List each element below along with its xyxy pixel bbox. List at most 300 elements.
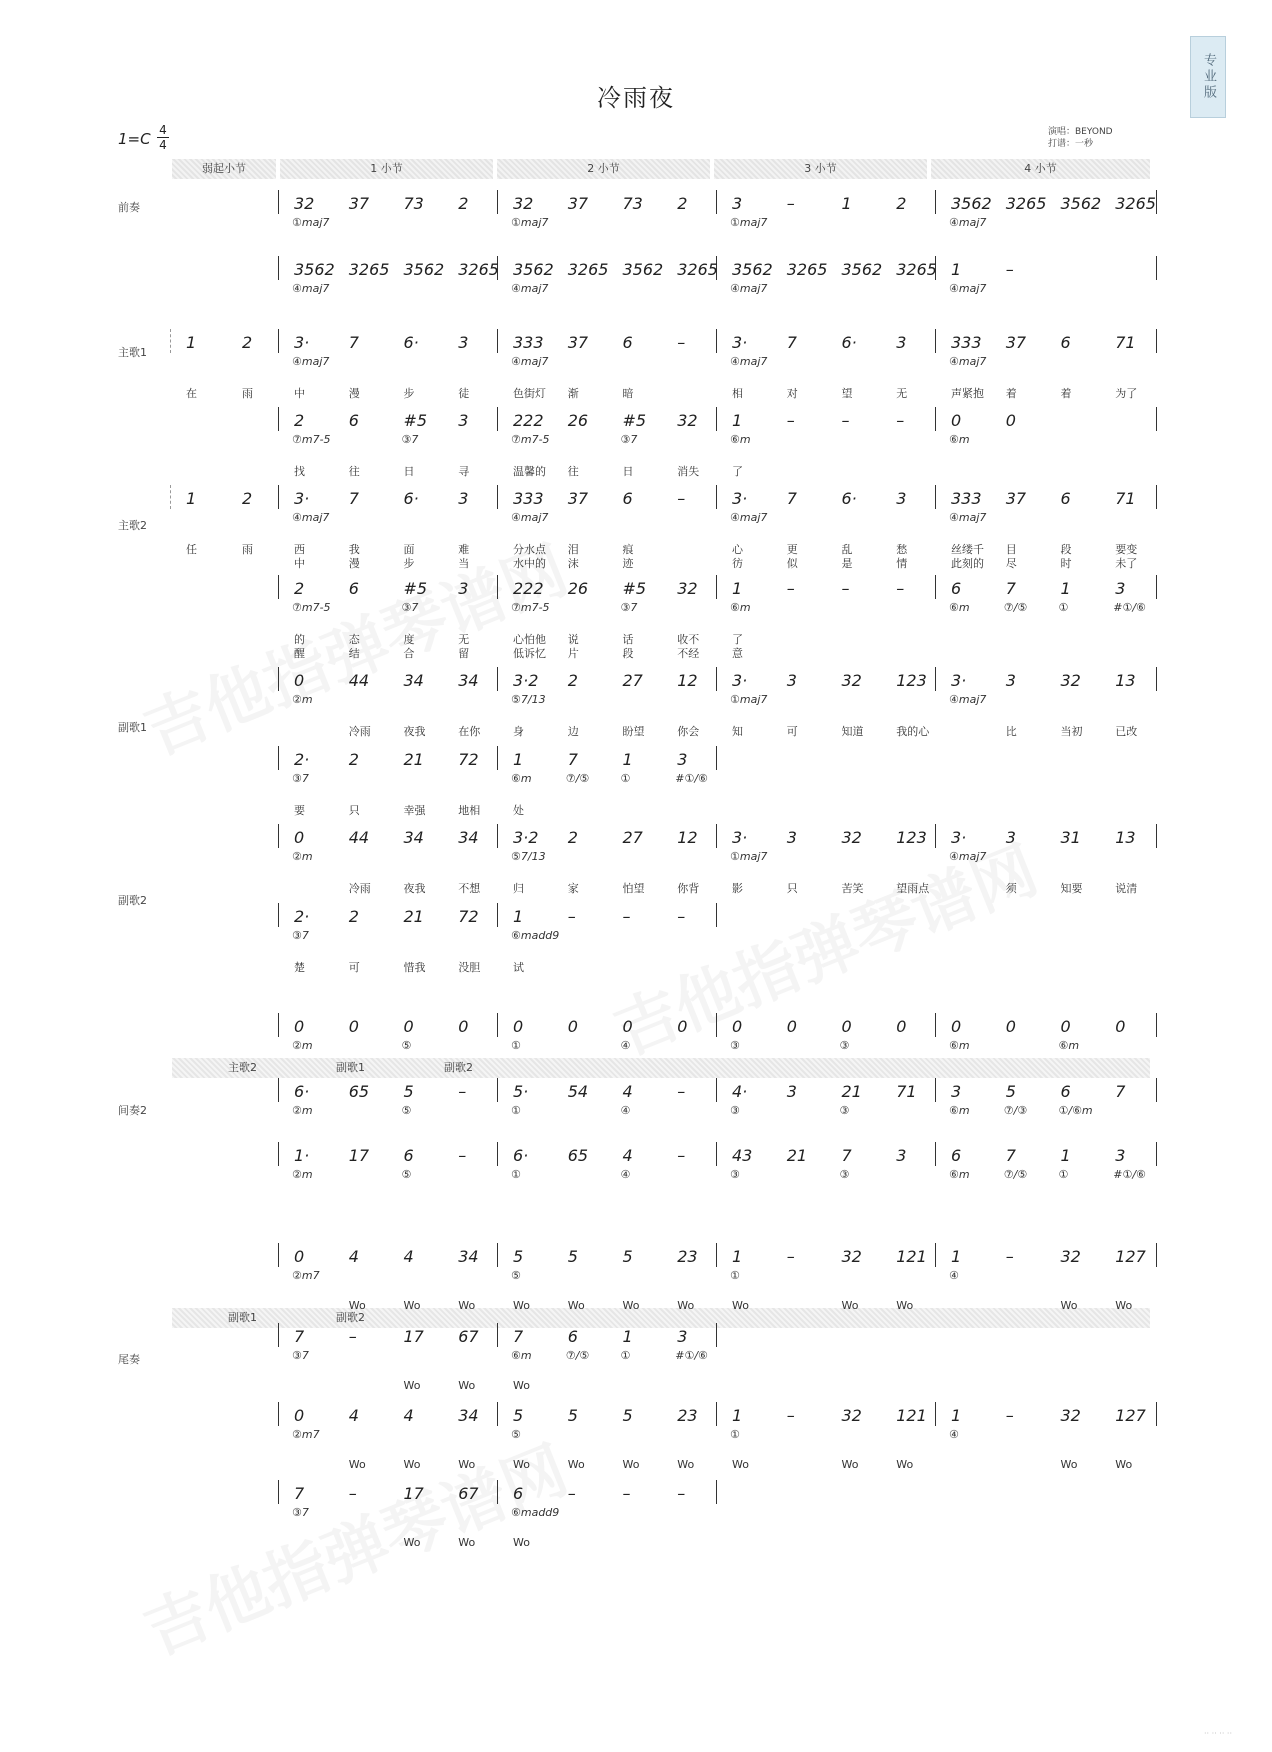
note: 13 <box>1115 671 1136 691</box>
lyric: 话 <box>622 633 634 647</box>
measure-header-bar <box>172 159 1150 179</box>
note: 3265 <box>896 259 937 279</box>
note: 123 <box>896 671 927 691</box>
note: 2 <box>567 671 578 691</box>
note: 65 <box>348 1081 370 1101</box>
note: 7 <box>513 1327 524 1347</box>
note: 1· <box>294 1146 310 1166</box>
lyric: Wo <box>1115 1457 1133 1471</box>
chord-symbol: ① <box>730 1269 740 1283</box>
bar-line <box>278 190 279 214</box>
note: 2 <box>677 194 688 214</box>
lyric-second-line: 中 <box>294 557 305 571</box>
chord-symbol: ⑥madd9 <box>511 1505 560 1519</box>
chord-symbol: ① <box>620 1349 631 1363</box>
note: 5 <box>622 1405 633 1425</box>
note: 6· <box>403 332 419 352</box>
note: 72 <box>458 907 479 926</box>
lyric-second-line: 漫 <box>348 557 360 571</box>
note: 4 <box>348 1247 359 1267</box>
bar-line <box>278 824 279 848</box>
note: – <box>786 411 795 431</box>
lyric: 了 <box>732 465 743 479</box>
note: – <box>348 1327 357 1347</box>
lyric: 夜我 <box>403 881 426 895</box>
chord-symbol: ⑥m <box>949 1038 970 1052</box>
lyric: 泪 <box>567 543 579 557</box>
note: 0 <box>294 1405 305 1425</box>
lyric: 处 <box>513 803 524 817</box>
time-signature <box>157 124 169 151</box>
note: 0 <box>348 1016 359 1036</box>
bar-line <box>497 903 498 927</box>
lyric: 段 <box>1060 543 1072 557</box>
note: 0 <box>677 1016 688 1036</box>
note: 5 <box>513 1405 524 1425</box>
lyric-second-line: 情 <box>896 557 908 571</box>
bar-line <box>935 667 936 691</box>
lyric: 家 <box>567 881 579 895</box>
note: 6 <box>513 1483 524 1503</box>
time-signature-top: 4 <box>159 123 167 137</box>
bar-line <box>1156 1402 1157 1426</box>
chord-symbol: ④maj7 <box>949 849 987 863</box>
note: 3265 <box>458 259 499 279</box>
note: 6 <box>1060 1081 1071 1101</box>
note: 37 <box>567 194 589 214</box>
note: 34 <box>403 827 424 847</box>
lyric: 惜我 <box>403 961 426 974</box>
lyric: Wo <box>622 1299 640 1313</box>
note: 3562 <box>841 259 883 279</box>
note: 17 <box>403 1483 424 1503</box>
note: 3562 <box>513 259 554 279</box>
note: 333 <box>951 332 982 352</box>
note: 26 <box>567 411 589 431</box>
lyric: 难 <box>458 543 470 557</box>
lyric: Wo <box>567 1299 585 1313</box>
lyric: 往 <box>348 465 360 479</box>
lyric: 无 <box>896 386 908 400</box>
bar-line <box>1156 256 1157 280</box>
bar-line <box>935 1078 936 1102</box>
chord-symbol: ⑥m <box>949 1103 970 1117</box>
lyric: 盼望 <box>622 725 645 739</box>
section-label-verse2: 主歌2 <box>118 519 147 532</box>
note: 3562 <box>294 259 335 279</box>
note: 6 <box>622 332 633 352</box>
bar-line <box>497 329 498 353</box>
note: 5 <box>567 1247 578 1267</box>
bar-line <box>1156 1243 1157 1267</box>
lyric: 地相 <box>458 803 481 817</box>
note: #5 <box>403 579 428 599</box>
lyric: 相 <box>732 386 743 400</box>
lyric: Wo <box>458 1299 476 1313</box>
chord-symbol: ③7 <box>620 433 638 447</box>
chord-symbol: ⑥madd9 <box>511 929 560 942</box>
note: 3265 <box>786 259 828 279</box>
chord-symbol: ④ <box>620 1038 631 1052</box>
lyric: 影 <box>732 881 743 895</box>
note: 1 <box>622 1327 633 1347</box>
chord-symbol: ⑥m <box>511 771 532 785</box>
lyric: Wo <box>458 1535 476 1549</box>
lyric: 冷雨 <box>348 725 371 739</box>
lyric: 归 <box>513 881 524 895</box>
chord-symbol: ③ <box>730 1168 740 1182</box>
lyric: 日 <box>403 465 415 479</box>
note: – <box>786 579 795 599</box>
note: 6 <box>1060 489 1071 509</box>
bar-line <box>716 190 717 214</box>
header-measure-2: 2 小节 <box>497 159 710 179</box>
note: 127 <box>1115 1405 1146 1425</box>
note: – <box>677 1146 686 1166</box>
note: 4 <box>622 1146 633 1166</box>
chord-symbol: ④maj7 <box>949 281 987 295</box>
lyric: 可 <box>786 725 798 739</box>
chord-symbol: ⑤ <box>401 1168 412 1182</box>
note: 67 <box>458 1483 479 1503</box>
lyric: 夜我 <box>403 725 426 739</box>
note: 5 <box>513 1247 524 1267</box>
lyric: 无 <box>458 633 470 647</box>
note: 21 <box>403 907 424 926</box>
chord-symbol: ⑦/⑤ <box>1003 601 1028 615</box>
note: 0 <box>1005 411 1016 431</box>
note: 3 <box>1115 579 1126 599</box>
bar-line <box>278 667 279 691</box>
lyric-second-line: 醒 <box>294 647 305 661</box>
section-label-interlude: 间奏2 <box>118 1104 147 1117</box>
chord-symbol: ① <box>511 1168 521 1182</box>
note: 0 <box>403 1016 414 1036</box>
lyric: 望雨点 <box>896 881 930 895</box>
section-separator-2 <box>172 1308 1150 1328</box>
lyric: Wo <box>1060 1299 1078 1313</box>
chord-symbol: ③7 <box>292 1505 309 1519</box>
lyric: 苦笑 <box>841 881 864 895</box>
lyric: 比 <box>1005 725 1017 739</box>
note: #5 <box>622 411 647 431</box>
chord-symbol: ⑥m <box>730 601 751 615</box>
note: 1 <box>622 749 633 769</box>
note: 3 <box>786 671 797 691</box>
note: 1 <box>951 1405 962 1425</box>
lyric-second-line: 不经 <box>677 647 700 661</box>
note: 21 <box>841 1081 862 1101</box>
bar-line <box>1156 190 1157 214</box>
lyric: Wo <box>732 1457 749 1471</box>
note: 3 <box>732 194 743 214</box>
note: 7 <box>1115 1081 1126 1101</box>
lyric: Wo <box>841 1299 859 1313</box>
note: 3562 <box>1060 194 1102 214</box>
note: 3 <box>1005 827 1016 847</box>
note: 1 <box>732 579 743 599</box>
lyric: 边 <box>567 725 579 739</box>
note: 333 <box>513 332 544 352</box>
bar-line <box>278 1142 279 1166</box>
lyric: 心 <box>732 543 743 557</box>
note: 6· <box>294 1081 310 1101</box>
chord-symbol: ⑦m7-5 <box>292 601 331 615</box>
note: 6 <box>403 1146 414 1166</box>
note: 2 <box>348 749 359 769</box>
lyric: 只 <box>786 881 798 895</box>
lyric: 往 <box>567 465 579 479</box>
note: 333 <box>951 489 982 509</box>
pickup-note: 1 <box>186 489 197 509</box>
lyric: 暗 <box>622 386 634 400</box>
note: 1 <box>1060 1146 1071 1166</box>
section-label-chorus2: 副歌2 <box>118 894 147 907</box>
note: 3562 <box>403 259 445 279</box>
note: – <box>896 579 905 599</box>
lyric: Wo <box>841 1457 859 1471</box>
note: 73 <box>403 194 424 214</box>
note: – <box>348 1483 357 1503</box>
chord-symbol: ⑤ <box>401 1103 412 1117</box>
lyric: 在你 <box>458 725 481 739</box>
note: 34 <box>458 1405 479 1425</box>
lyric: 态 <box>348 633 360 647</box>
lyric: 的 <box>294 633 305 647</box>
lyric: 可 <box>348 961 360 974</box>
bar-line <box>935 575 936 599</box>
chord-symbol: ① <box>511 1103 521 1117</box>
bar-line <box>497 190 498 214</box>
chord-symbol: ④maj7 <box>292 354 330 368</box>
bar-line <box>716 746 717 770</box>
lyric: 只 <box>348 803 360 817</box>
note: 32 <box>677 579 698 599</box>
bar-line <box>716 1142 717 1166</box>
note: 2 <box>294 579 305 599</box>
note: 37 <box>567 332 589 352</box>
note: 3562 <box>951 194 992 214</box>
lyric: Wo <box>677 1299 695 1313</box>
section-label-outro: 尾奏 <box>118 1353 140 1366</box>
note: 123 <box>896 827 927 847</box>
lyric: Wo <box>348 1299 366 1313</box>
note: – <box>622 1483 631 1503</box>
lyric: 知道 <box>841 725 864 739</box>
lyric: Wo <box>403 1299 421 1313</box>
singer-credit: 演唱：BEYOND <box>1048 127 1113 137</box>
bar-line <box>716 485 717 509</box>
note: 32 <box>841 671 862 691</box>
lyric: 说清 <box>1115 881 1138 895</box>
chord-symbol: ③7 <box>292 1349 309 1363</box>
lyric: 我 <box>348 543 360 557</box>
chord-symbol: ⑦m7-5 <box>511 433 550 447</box>
chord-symbol: ③ <box>839 1038 850 1052</box>
note: 1 <box>732 1247 743 1267</box>
note: 6 <box>951 1146 962 1166</box>
lyric: 寻 <box>458 465 470 479</box>
note: 3· <box>732 489 748 509</box>
note: 2 <box>458 194 469 214</box>
lyric-second-line: 时 <box>1060 557 1072 571</box>
pickup-lyric: 雨 <box>242 543 253 557</box>
bar-line <box>716 1402 717 1426</box>
note: 1 <box>841 194 852 214</box>
lyric: 说 <box>567 633 579 647</box>
lyric: 身 <box>513 725 524 739</box>
header-pickup: 弱起小节 <box>172 159 276 179</box>
lyric: 日 <box>622 465 634 479</box>
note: 32 <box>841 1405 862 1425</box>
note: 32 <box>1060 1405 1081 1425</box>
lyric: 为了 <box>1115 386 1138 400</box>
lyric: Wo <box>513 1535 530 1549</box>
note: 21 <box>786 1146 808 1166</box>
note: #5 <box>403 411 428 431</box>
note: 0 <box>458 1016 469 1036</box>
lyric: Wo <box>403 1457 421 1471</box>
lyric: 你会 <box>677 725 700 739</box>
chord-symbol: ⑤ <box>511 1427 521 1441</box>
lyric: 当初 <box>1060 725 1083 739</box>
note: 7 <box>294 1327 305 1347</box>
lyric: 幸强 <box>403 803 426 817</box>
lyric-second-line: 似 <box>786 557 798 571</box>
chord-symbol: ⑥m <box>949 433 970 447</box>
note: 3 <box>458 332 469 352</box>
bar-line <box>497 575 498 599</box>
lyric: Wo <box>896 1457 914 1471</box>
lyric: Wo <box>513 1299 530 1313</box>
chord-symbol: ①/⑥m <box>1058 1103 1093 1117</box>
chord-symbol: ①maj7 <box>292 216 330 230</box>
lyric-second-line: 结 <box>348 647 360 661</box>
arranger-credit: 打谱：一秒 <box>1048 139 1094 149</box>
lyric: 对 <box>786 386 798 400</box>
note: 43 <box>732 1146 753 1166</box>
note: 71 <box>896 1081 917 1101</box>
chord-symbol: ④maj7 <box>511 281 549 295</box>
bar-line <box>716 575 717 599</box>
bar-line <box>278 1402 279 1426</box>
chord-symbol: ⑦/③ <box>1003 1103 1028 1117</box>
chord-symbol: ⑤7/13 <box>511 849 546 863</box>
note: – <box>567 907 576 926</box>
bar-line <box>497 1013 498 1037</box>
chord-symbol: ⑤ <box>401 1038 412 1052</box>
bar-line <box>1156 1013 1157 1037</box>
note: – <box>786 1247 795 1267</box>
note: – <box>677 489 686 509</box>
note: 1 <box>732 411 743 431</box>
note: 3562 <box>732 259 773 279</box>
header-measure-4: 4 小节 <box>931 159 1150 179</box>
pickup-note: 2 <box>242 332 253 352</box>
lyric: 声紧抱 <box>951 386 984 400</box>
note: 3· <box>951 827 967 847</box>
note: 34 <box>403 671 424 691</box>
key-signature: 1=C <box>118 130 151 148</box>
chord-symbol: ④maj7 <box>511 511 549 525</box>
note: 32 <box>1060 1247 1081 1267</box>
bar-line <box>278 485 279 509</box>
chord-symbol: ③7 <box>401 433 419 447</box>
pickup-lyric: 在 <box>186 386 197 400</box>
lyric: 徒 <box>458 386 470 400</box>
chord-symbol: ⑥m <box>511 1349 532 1363</box>
bar-line <box>497 824 498 848</box>
section-label-verse1: 主歌1 <box>118 346 147 359</box>
note: 65 <box>567 1146 589 1166</box>
bar-line <box>278 903 279 927</box>
lyric: 更 <box>786 543 798 557</box>
note: 0 <box>786 1016 797 1036</box>
lyric-second-line: 当 <box>458 557 470 571</box>
note: 7 <box>1005 1146 1016 1166</box>
note: 6· <box>513 1146 529 1166</box>
bar-line <box>716 903 717 927</box>
lyric: 中 <box>294 386 305 400</box>
note: 13 <box>1115 827 1136 847</box>
note: 37 <box>1005 489 1027 509</box>
pickup-note: 2 <box>242 489 253 509</box>
bar-line <box>497 1243 498 1267</box>
note: – <box>786 1405 795 1425</box>
bar-line <box>1156 485 1157 509</box>
lyric-second-line: 水中的 <box>513 557 546 571</box>
note: 37 <box>567 489 589 509</box>
chord-symbol: ③ <box>839 1168 850 1182</box>
note: 7 <box>294 1483 305 1503</box>
note: 0 <box>1005 1016 1016 1036</box>
lyric: Wo <box>458 1457 476 1471</box>
note: 3 <box>458 579 469 599</box>
bar-line <box>935 485 936 509</box>
note: 333 <box>513 489 544 509</box>
chord-symbol: ④ <box>949 1427 959 1441</box>
bar-line <box>278 256 279 280</box>
note: 17 <box>403 1327 424 1347</box>
note: 6 <box>951 579 962 599</box>
lyric: 不想 <box>458 881 481 895</box>
note: 4 <box>622 1081 633 1101</box>
lyric: 了 <box>732 633 743 647</box>
lyric-second-line: 留 <box>458 647 470 661</box>
note: 0 <box>294 671 305 691</box>
note: 32 <box>1060 671 1081 691</box>
header-measure-3: 3 小节 <box>714 159 927 179</box>
note: 44 <box>348 671 370 691</box>
note: 1 <box>951 259 962 279</box>
chord-symbol: ③ <box>730 1103 740 1117</box>
note: 32 <box>841 827 862 847</box>
note: 6· <box>403 489 419 509</box>
note: 72 <box>458 749 479 769</box>
lyric-second-line: 段 <box>622 647 634 661</box>
bar-line <box>1156 329 1157 353</box>
note: 3265 <box>1005 194 1047 214</box>
note: 1 <box>732 1405 743 1425</box>
lyric-second-line: 未了 <box>1115 557 1138 571</box>
bar-line <box>1156 407 1157 431</box>
note: 3265 <box>677 259 718 279</box>
note: 3 <box>786 827 797 847</box>
note: 0 <box>294 827 305 847</box>
chord-symbol: ①maj7 <box>730 849 768 863</box>
bar-line <box>716 667 717 691</box>
note: 4 <box>348 1405 359 1425</box>
